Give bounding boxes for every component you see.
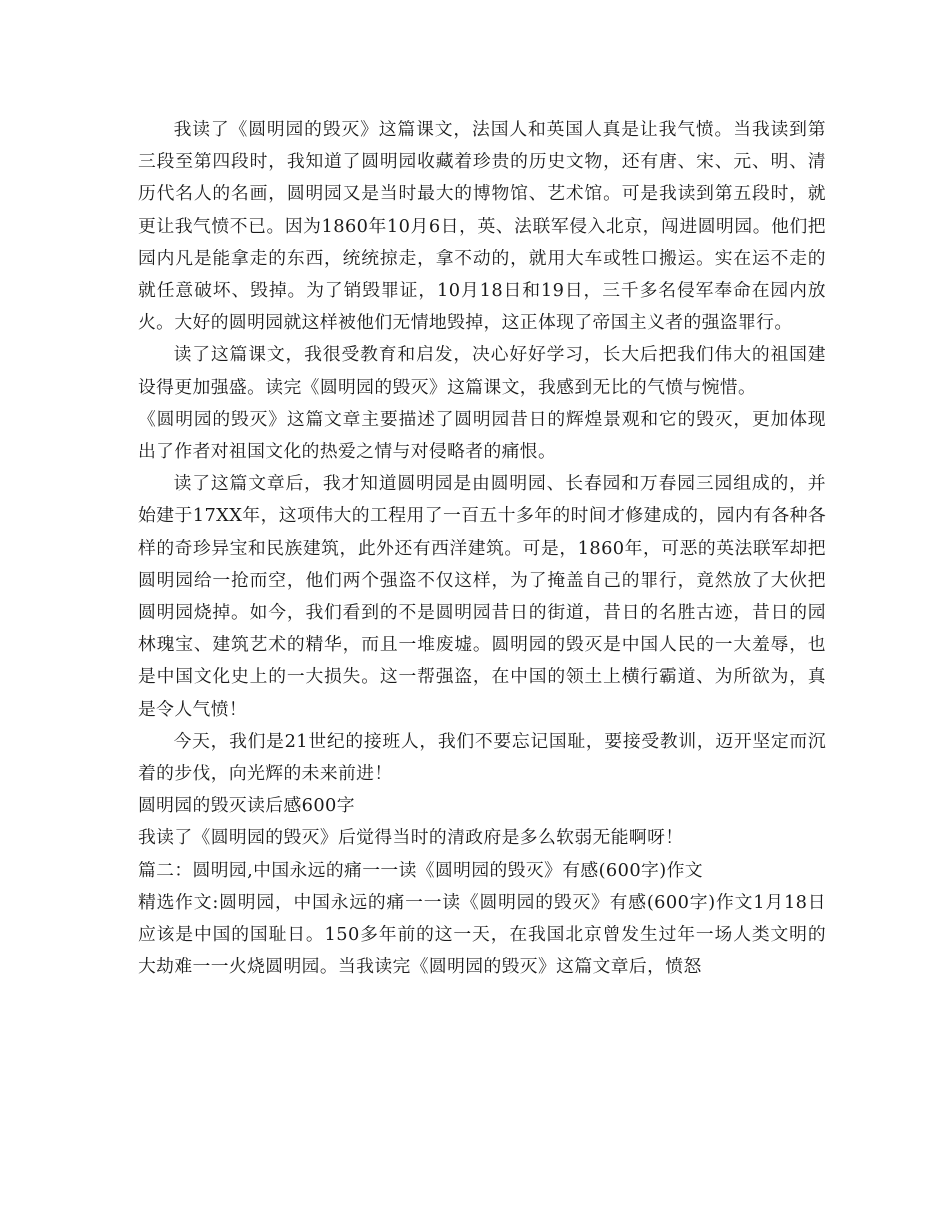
paragraph-6-heading: 圆明园的毁灭读后感600字	[138, 795, 355, 817]
paragraph-1: 我读了《圆明园的毁灭》这篇课文，法国人和英国人真是让我气愤。当我读到第三段至第四段时，我知道了圆明园收藏着珍贵的历史文物，还有唐、宋、元、明、清历代名人的名画，圆明园又是当时最大的博物馆、艺术馆。可是我读到第五段时，就更让我气愤不已。因为1860年10月6日，英、法联军侵入北京，闯进圆明园。他们把园内凡是能拿走的东西，统统掠走，拿不动的，就用大车或牲口搬运。实在运不走的就任意破坏、毁掉。为了销毁罪证，10月18日和19日，三千多名侵军奉命在园内放火。大好的圆明园就这样被他们无情地毁掉，这正体现了帝国主义者的强盗罪行。	[138, 119, 826, 334]
paragraph-3: 《圆明园的毁灭》这篇文章主要描述了圆明园昔日的辉煌景观和它的毁灭，更加体现出了作者对祖国文化的热爱之情与对侵略者的痛恨。	[138, 408, 826, 463]
paragraph-7: 我读了《圆明园的毁灭》后觉得当时的清政府是多么软弱无能啊呀！	[138, 827, 684, 849]
paragraph-4: 读了这篇文章后，我才知道圆明园是由圆明园、长春园和万春园三园组成的，并始建于17XX年，这项伟大的工程用了一百五十多年的时间才修建成的，园内有各种各样的奇珍异宝和民族建筑，此外还有西洋建筑。可是，1860年，可恶的英法联军却把圆明园给一抢而空，他们两个强盗不仅这样，为了掩盖自己的罪行，竟然放了大伙把圆明园烧掉。如今，我们看到的不是圆明园昔日的街道，昔日的名胜古迹，昔日的园林瑰宝、建筑艺术的精华，而且一堆废墟。圆明园的毁灭是中国人民的一大羞辱，也是中国文化史上的一大损失。这一帮强盗，在中国的领土上横行霸道、为所欲为，真是令人气愤！	[138, 473, 826, 720]
paragraph-9: 精选作文:圆明园，中国永远的痛一一读《圆明园的毁灭》有感(600字)作文1月18日应该是中国的国耻日。150多年前的这一天，在我国北京曾发生过年一场人类文明的大劫难一一火烧圆明园。当我读完《圆明园的毁灭》这篇文章后，愤怒	[138, 891, 826, 978]
paragraph-2: 读了这篇课文，我很受教育和启发，决心好好学习，长大后把我们伟大的祖国建设得更加强盛。读完《圆明园的毁灭》这篇课文，我感到无比的气愤与惋惜。	[138, 344, 826, 398]
document-body	[138, 114, 826, 983]
paragraph-8-heading: 篇二：圆明园,中国永远的痛一一读《圆明园的毁灭》有感(600字)作文	[138, 859, 703, 881]
paragraph-5: 今天，我们是21世纪的接班人，我们不要忘记国耻，要接受教训，迈开坚定而沉着的步伐，向光辉的未来前进！	[138, 730, 826, 785]
